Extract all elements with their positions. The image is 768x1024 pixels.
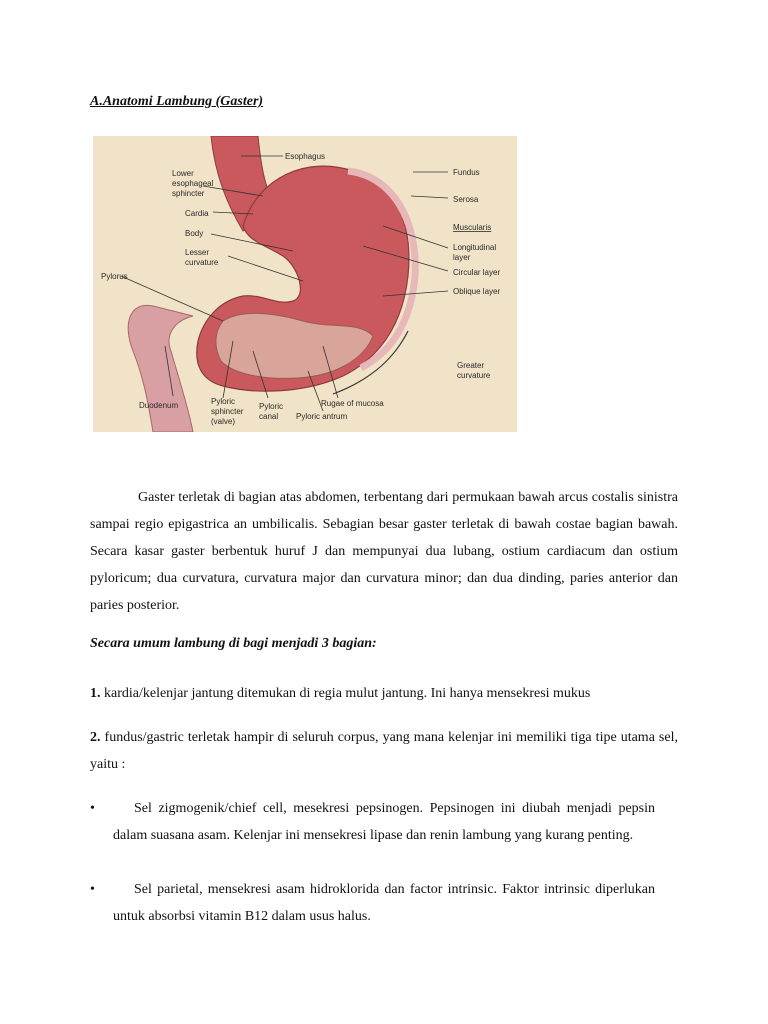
list-item — [90, 680, 678, 707]
label-longitudinal-2: layer — [453, 253, 471, 262]
label-fundus: Fundus — [453, 168, 480, 177]
label-longitudinal-1: Longitudinal — [453, 243, 497, 252]
label-pyloric-sphincter-3: (valve) — [211, 417, 236, 426]
label-lower-sphincter-2: esophageal — [172, 179, 214, 188]
label-oblique: Oblique layer — [453, 287, 501, 296]
label-pyloric-antrum: Pyloric antrum — [296, 412, 348, 421]
list-item — [90, 724, 678, 778]
label-lower-sphincter-3: sphincter — [172, 189, 205, 198]
label-pyloric-sphincter-1: Pyloric — [211, 397, 236, 406]
label-muscularis: Muscularis — [453, 223, 492, 232]
label-body: Body — [185, 229, 204, 238]
label-serosa: Serosa — [453, 195, 479, 204]
label-lesser-1: Lesser — [185, 248, 210, 257]
label-pylorus: Pylorus — [101, 272, 128, 281]
label-greater-2: curvature — [457, 371, 491, 380]
duodenum-shape — [128, 305, 193, 432]
label-greater-1: Greater — [457, 361, 485, 370]
item-text: fundus/gastric terletak hampir di seluruh corpus, yang mana kelenjar ini memiliki tiga tipe utama sel, yaitu : — [90, 730, 678, 772]
bullet-text: Sel zigmogenik/chief cell, mesekresi pepsinogen. Pepsinogen ini diubah menjadi pepsin dalam suasana asam. Kelenjar ini mensekresi lipase dan renin lambung yang kurang penting. — [113, 801, 655, 843]
label-cardia: Cardia — [185, 209, 209, 218]
stomach-diagram — [93, 136, 517, 432]
subheading: Secara umum lambung di bagi menjadi 3 bagian: — [90, 636, 377, 651]
intro-paragraph: Gaster terletak di bagian atas abdomen, terbentang dari permukaan bawah arcus costalis sinistra sampai regio epigastrica an umbilicalis. Sebagian besar gaster terletak di bawah costae bagian bawah. Secara kasar gaster berbentuk huruf J dan mempunyai dua lubang, ostium cardiacum dan ostium pyloricum; dua curvatura, curvatura major dan curvatura minor; dan dua dinding, paries anterior dan paries posterior. — [90, 490, 678, 613]
label-pyloric-sphincter-2: sphincter — [211, 407, 244, 416]
stomach-anatomy-figure — [93, 136, 517, 432]
item-number: 2. — [90, 730, 101, 745]
bullet-symbol: • — [90, 882, 95, 897]
label-pyloric-canal-1: Pyloric — [259, 402, 284, 411]
label-lesser-2: curvature — [185, 258, 219, 267]
label-pyloric-canal-2: canal — [259, 412, 279, 421]
label-esophagus: Esophagus — [285, 152, 326, 161]
label-rugae: Rugae of mucosa — [321, 399, 384, 408]
label-circular: Circular layer — [453, 268, 501, 277]
bullet-symbol: • — [90, 801, 95, 816]
section-heading: A.Anatomi Lambung (Gaster) — [90, 94, 264, 109]
item-number: 1. — [90, 686, 101, 701]
label-duodenum: Duodenum — [139, 401, 179, 410]
bullet-text: Sel parietal, mensekresi asam hidroklorida dan factor intrinsic. Faktor intrinsic diperlukan untuk absorbsi vitamin B12 dalam usus halus. — [113, 882, 655, 924]
item-text: kardia/kelenjar jantung ditemukan di regia mulut jantung. Ini hanya mensekresi mukus — [100, 686, 591, 701]
label-lower-sphincter-1: Lower — [172, 169, 194, 178]
